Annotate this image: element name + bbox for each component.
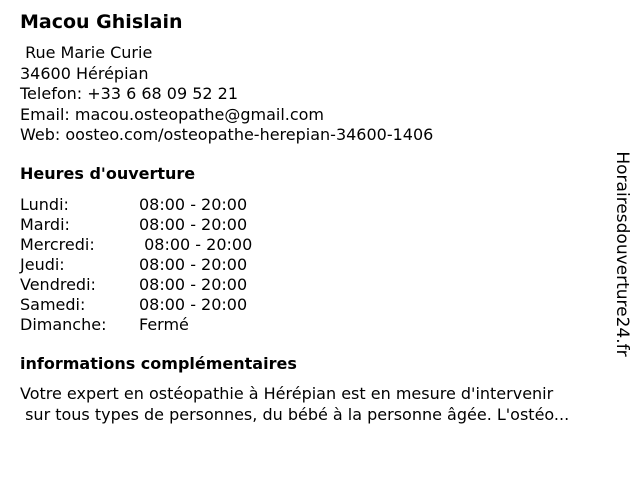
day-label: Dimanche:: [20, 315, 107, 334]
day-hours: 08:00 - 20:00: [139, 295, 248, 314]
info-line: sur tous types de personnes, du bébé à la personne âgée. L'ostéo...: [20, 405, 570, 424]
opening-hours-table: [20, 195, 252, 335]
brand-watermark: Horairesdouverture24.fr: [612, 151, 632, 357]
day-hours: 08:00 - 20:00: [139, 215, 248, 234]
day-hours: 08:00 - 20:00: [139, 195, 248, 214]
day-hours: Fermé: [139, 315, 189, 334]
additional-info-text: [20, 383, 630, 425]
day-hours: 08:00 - 20:00: [139, 275, 248, 294]
business-name: Macou Ghislain: [20, 11, 183, 33]
day-label: Mercredi:: [20, 235, 95, 254]
day-label: Lundi:: [20, 195, 69, 214]
day-label: Samedi:: [20, 295, 86, 314]
contact-block: [20, 43, 433, 146]
day-label: Vendredi:: [20, 275, 96, 294]
info-line: Votre expert en ostéopathie à Hérépian est en mesure d'intervenir: [20, 384, 554, 403]
hours-row-friday: [20, 275, 252, 295]
day-hours: 08:00 - 20:00: [139, 255, 248, 274]
hours-row-sunday: [20, 315, 252, 335]
day-label: Jeudi:: [20, 255, 65, 274]
email-address: Email: macou.osteopathe@gmail.com: [20, 104, 325, 124]
city-postal: 34600 Hérépian: [20, 63, 149, 83]
hours-row-monday: [20, 195, 252, 215]
additional-info-heading: informations complémentaires: [20, 354, 297, 373]
day-label: Mardi:: [20, 215, 70, 234]
hours-row-saturday: [20, 295, 252, 315]
street-address: Rue Marie Curie: [20, 43, 153, 62]
opening-hours-heading: Heures d'ouverture: [20, 164, 196, 183]
day-hours: 08:00 - 20:00: [139, 235, 253, 254]
hours-row-thursday: [20, 255, 252, 275]
hours-row-tuesday: [20, 215, 252, 235]
phone-number: Telefon: +33 6 68 09 52 21: [20, 84, 239, 103]
hours-row-wednesday: [20, 235, 252, 255]
website-link: Web: oosteo.com/osteopathe-herepian-34600-1406: [20, 125, 434, 144]
